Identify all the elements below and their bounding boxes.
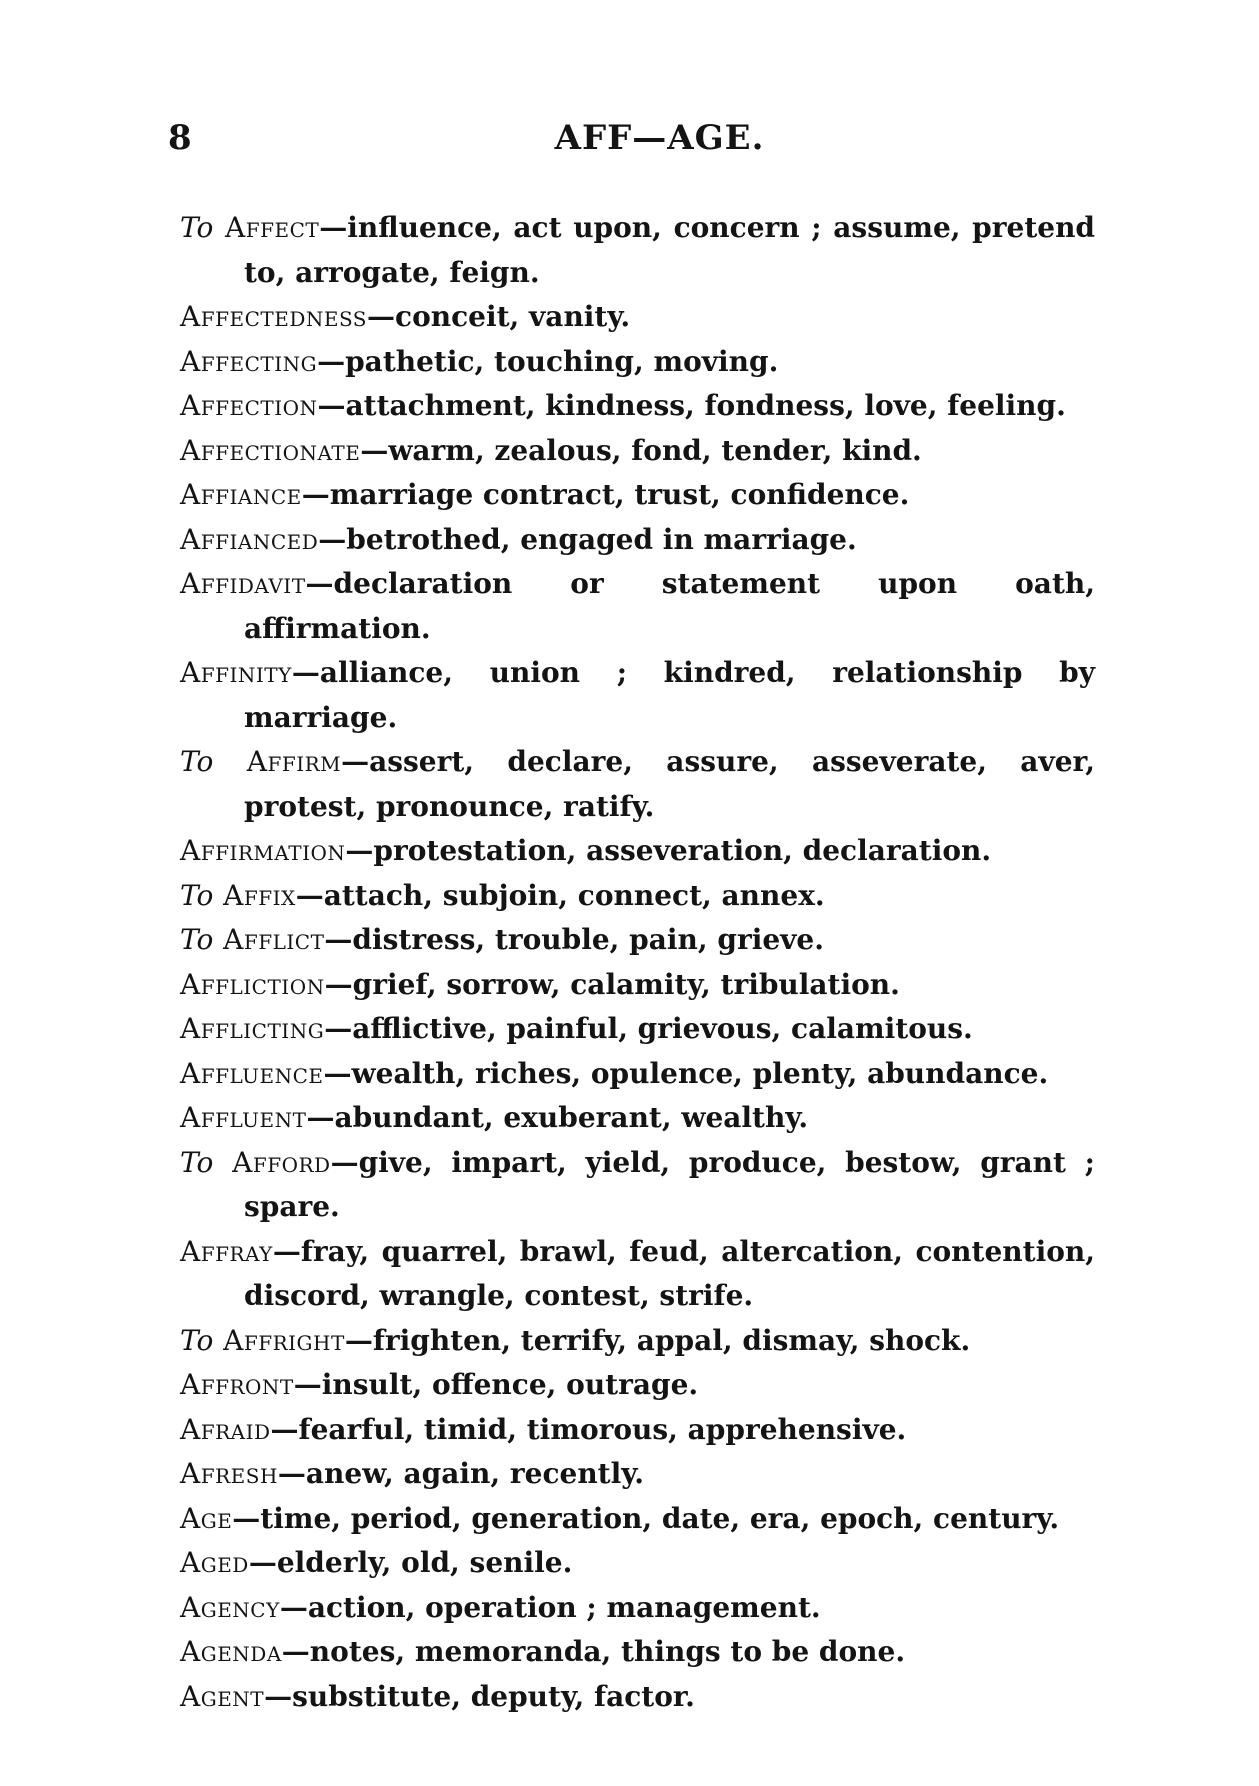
entry-headword: Afflict [223,923,325,956]
dictionary-entry [180,740,1095,829]
entry-separator: — [324,1012,353,1045]
dictionary-entry [180,473,1095,518]
entry-synonyms: conceit, vanity. [395,300,631,333]
entry-synonyms: pathetic, touching, moving. [345,344,779,378]
dictionary-entry [180,1586,1095,1631]
dictionary-entry [180,562,1095,651]
entry-headword: Affliction [180,967,325,1001]
dictionary-entry [180,874,1095,919]
entry-headword: Affection [180,389,318,422]
entry-separator: — [281,1635,310,1668]
entry-synonyms: fray, quarrel, brawl, feud, altercation, contention, discord, wrangle, contest, strife. [244,1234,1095,1312]
dictionary-entry [180,1363,1095,1408]
entry-list [180,206,1095,1719]
entry-synonyms: frighten, terrify, appal, dismay, shock. [372,1323,971,1357]
entry-separator: — [319,211,348,244]
entry-separator: — [324,923,353,956]
entry-synonyms: anew, again, recently. [305,1457,645,1490]
entry-headword: Affright [223,1323,345,1357]
running-head: AFF—AGE. [554,118,765,158]
dictionary-entry [180,963,1095,1008]
entry-headword: Affiance [180,478,302,511]
entry-separator: — [272,1234,301,1268]
entry-prefix: To [180,1323,214,1357]
entry-synonyms: notes, memoranda, things to be done. [309,1635,906,1668]
entry-headword: Affront [180,1368,294,1401]
entry-headword: Age [180,1501,233,1535]
dictionary-entry [180,829,1095,874]
entry-prefix: To [180,745,214,778]
dictionary-entry [180,1052,1095,1097]
entry-synonyms: distress, trouble, pain, grieve. [352,923,824,956]
entry-separator: — [291,656,320,689]
entry-separator: — [317,389,346,422]
dictionary-entry [180,384,1095,429]
entry-headword: Affluent [180,1101,307,1134]
dictionary-entry [180,1497,1095,1542]
entry-synonyms: fearful, timid, timorous, apprehensive. [298,1412,907,1446]
dictionary-entry [180,518,1095,563]
entry-headword: Affluence [180,1056,324,1090]
dictionary-entry [180,1675,1095,1720]
entry-headword: Affirmation [180,834,346,867]
entry-separator: — [293,1368,322,1401]
entry-separator: — [367,300,396,333]
entry-synonyms: protestation, asseveration, declaration. [373,834,992,867]
entry-headword: Affidavit [180,567,306,600]
entry-headword: Affecting [180,344,318,378]
dictionary-entry [180,1096,1095,1141]
entry-prefix: To [180,1145,214,1179]
dictionary-entry [180,340,1095,385]
dictionary-entry [180,429,1095,474]
dictionary-entry [180,1452,1095,1497]
dictionary-entry [180,1230,1095,1319]
dictionary-entry [180,918,1095,963]
entry-synonyms: abundant, exuberant, wealthy. [334,1101,809,1134]
dictionary-entry [180,1630,1095,1675]
entry-separator: — [341,745,370,778]
entry-synonyms: attachment, kindness, fondness, love, feeling. [345,389,1066,422]
dictionary-entry [180,1408,1095,1453]
entry-separator: — [318,522,347,556]
entry-headword: Agency [180,1590,280,1624]
entry-headword: Affectedness [180,300,368,333]
entry-synonyms: declaration or statement upon oath, affirmation. [244,567,1095,645]
entry-separator: — [323,1056,352,1090]
entry-synonyms: time, period, generation, date, era, epoch, century. [260,1501,1060,1535]
entry-synonyms: give, impart, yield, produce, bestow, grant ; spare. [244,1145,1096,1223]
entry-separator: — [324,967,353,1001]
entry-synonyms: insult, offence, outrage. [321,1368,699,1401]
entry-headword: Affect [225,211,320,244]
entry-headword: Afraid [180,1412,271,1446]
dictionary-entry [180,651,1095,740]
entry-prefix: To [180,923,214,956]
entry-synonyms: grief, sorrow, calamity, tribulation. [352,967,900,1001]
dictionary-entry [180,1007,1095,1052]
entry-separator: — [301,478,330,511]
dictionary-entry [180,295,1095,340]
page-number: 8 [168,118,192,158]
entry-separator: — [305,567,334,600]
entry-separator: — [345,834,374,867]
entry-synonyms: marriage contract, trust, confidence. [329,478,910,511]
dictionary-entry [180,1541,1095,1586]
entry-synonyms: betrothed, engaged in marriage. [346,522,857,556]
entry-headword: Affray [180,1234,273,1268]
entry-headword: Affinity [180,656,292,689]
entry-synonyms: influence, act upon, concern ; assume, pretend to, arrogate, feign. [244,211,1095,289]
entry-headword: Agenda [180,1635,282,1668]
entry-prefix: To [180,878,214,912]
entry-headword: Afford [232,1145,331,1179]
dictionary-entry [180,1141,1095,1230]
entry-synonyms: elderly, old, senile. [276,1546,573,1579]
entry-synonyms: attach, subjoin, connect, annex. [323,878,825,912]
entry-separator: — [317,344,346,378]
entry-synonyms: wealth, riches, opulence, plenty, abundance. [351,1056,1049,1090]
entry-headword: Affirm [246,745,342,778]
entry-prefix: To [180,211,214,244]
entry-separator: — [277,1457,306,1490]
page-header [0,118,1259,168]
entry-separator: — [279,1590,308,1624]
entry-separator: — [248,1546,277,1579]
entry-separator: — [306,1101,335,1134]
entry-headword: Agent [180,1679,265,1713]
entry-synonyms: warm, zealous, fond, tender, kind. [388,433,922,467]
entry-synonyms: substitute, deputy, factor. [292,1679,695,1713]
entry-synonyms: afflictive, painful, grievous, calamitous. [352,1012,973,1045]
dictionary-entry [180,206,1095,295]
entry-separator: — [360,433,389,467]
entry-headword: Afflicting [180,1012,325,1045]
entry-separator: — [330,1145,359,1179]
dictionary-entry [180,1319,1095,1364]
entry-headword: Aged [180,1546,249,1579]
entry-separator: — [295,878,324,912]
entry-separator: — [344,1323,373,1357]
entry-headword: Affix [223,878,296,912]
entry-headword: Affectionate [180,433,361,467]
entry-synonyms: action, operation ; management. [307,1590,821,1624]
entry-synonyms: alliance, union ; kindred, relationship by marriage. [244,656,1095,734]
entry-separator: — [232,1501,261,1535]
entry-headword: Afresh [180,1457,278,1490]
entry-separator: — [270,1412,299,1446]
entry-headword: Affianced [180,522,319,556]
entry-synonyms: assert, declare, assure, asseverate, aver, protest, pronounce, ratify. [244,745,1096,823]
entry-separator: — [264,1679,293,1713]
